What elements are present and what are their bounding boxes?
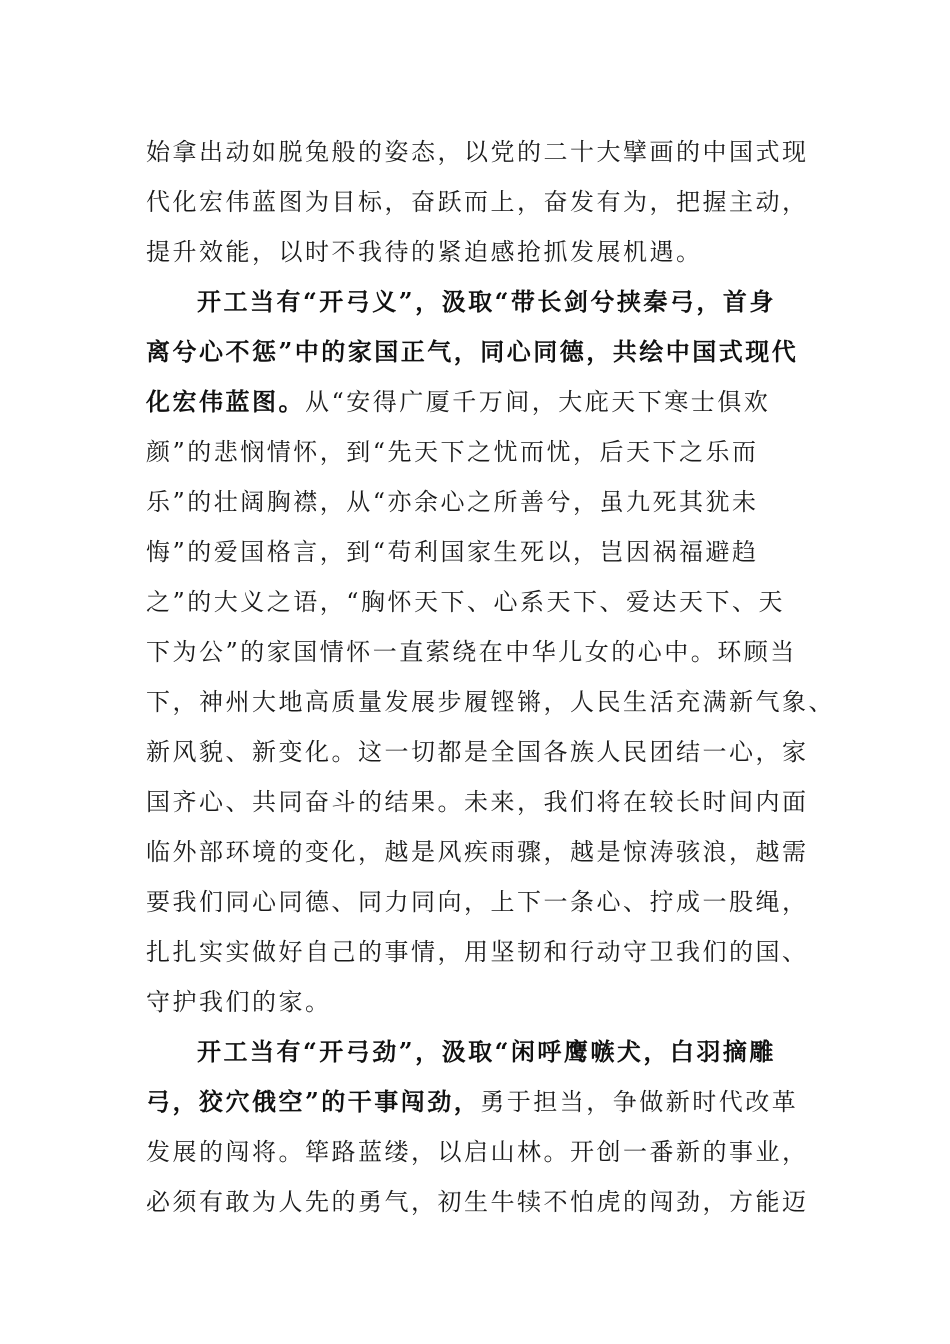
text-segment: 颜”的悲悯情怀，到“先天下之忧而忧，后天下之乐而 <box>146 438 759 466</box>
bold-text-segment: 弓，狡穴俄空”的干事闯劲， <box>146 1087 481 1116</box>
text-segment: 临外部环境的变化，越是风疾雨骤，越是惊涛骇浪，越需 <box>146 838 809 866</box>
text-line <box>146 580 806 630</box>
text-segment: 乐”的壮阔胸襟，从“亦余心之所善兮，虽九死其犹未 <box>146 488 759 516</box>
text-segment: 国齐心、共同奋斗的结果。未来，我们将在较长时间内面 <box>146 788 809 816</box>
bold-text-segment: 开工当有“开弓劲”，汲取“闲呼鹰嗾犬，白羽摘雕 <box>197 1037 776 1066</box>
text-line <box>146 480 806 530</box>
text-line <box>146 280 806 330</box>
text-segment: 代化宏伟蓝图为目标，奋跃而上，奋发有为，把握主动， <box>146 188 809 216</box>
text-line <box>146 1130 809 1180</box>
bold-text-segment: 离兮心不惩”中的家国正气，同心同德，共绘中国式现代 <box>146 337 799 366</box>
text-segment: 下，神州大地高质量发展步履铿锵，人民生活充满新气象、 <box>146 688 835 716</box>
text-line <box>146 730 809 780</box>
text-line <box>146 930 809 980</box>
text-line <box>146 980 806 1030</box>
text-line <box>146 680 835 730</box>
text-line <box>146 880 809 930</box>
text-segment: 始拿出动如脱兔般的姿态，以党的二十大擘画的中国式现 <box>146 138 809 166</box>
text-segment: 下为公”的家国情怀一直萦绕在中华儿女的心中。环顾当 <box>146 638 797 666</box>
text-line <box>146 180 809 230</box>
text-line <box>146 1180 809 1230</box>
bold-text-segment: 化宏伟蓝图。 <box>146 387 305 416</box>
text-segment: 从“安得广厦千万间，大庇天下寒士俱欢 <box>305 388 771 416</box>
text-line <box>146 380 806 430</box>
text-line <box>146 1080 806 1130</box>
text-line <box>146 780 809 830</box>
text-segment: 扎扎实实做好自己的事情，用坚韧和行动守卫我们的国、 <box>146 938 809 966</box>
text-line <box>146 430 806 480</box>
text-segment: 守护我们的家。 <box>146 988 332 1016</box>
text-line <box>146 630 806 680</box>
text-line <box>146 530 806 580</box>
text-segment: 新风貌、新变化。这一切都是全国各族人民团结一心，家 <box>146 738 809 766</box>
article-body <box>146 130 835 1230</box>
text-line <box>146 830 809 880</box>
text-line <box>146 230 806 280</box>
text-line <box>146 330 806 380</box>
text-segment: 要我们同心同德、同力同向，上下一条心、拧成一股绳， <box>146 888 809 916</box>
text-segment: 必须有敢为人先的勇气，初生牛犊不怕虎的闯劲，方能迈 <box>146 1188 809 1216</box>
text-segment: 之”的大义之语，“胸怀天下、心系天下、爱达天下、天 <box>146 588 786 616</box>
bold-text-segment: 开工当有“开弓义”，汲取“带长剑兮挟秦弓，首身 <box>197 287 776 316</box>
text-segment: 提升效能，以时不我待的紧迫感抢抓发展机遇。 <box>146 238 703 266</box>
text-segment: 勇于担当，争做新时代改革 <box>480 1088 799 1116</box>
text-segment: 发展的闯将。筚路蓝缕，以启山林。开创一番新的事业， <box>146 1138 809 1166</box>
text-segment: 悔”的爱国格言，到“苟利国家生死以，岂因祸福避趋 <box>146 538 759 566</box>
text-line <box>146 1030 806 1080</box>
text-line <box>146 130 809 180</box>
